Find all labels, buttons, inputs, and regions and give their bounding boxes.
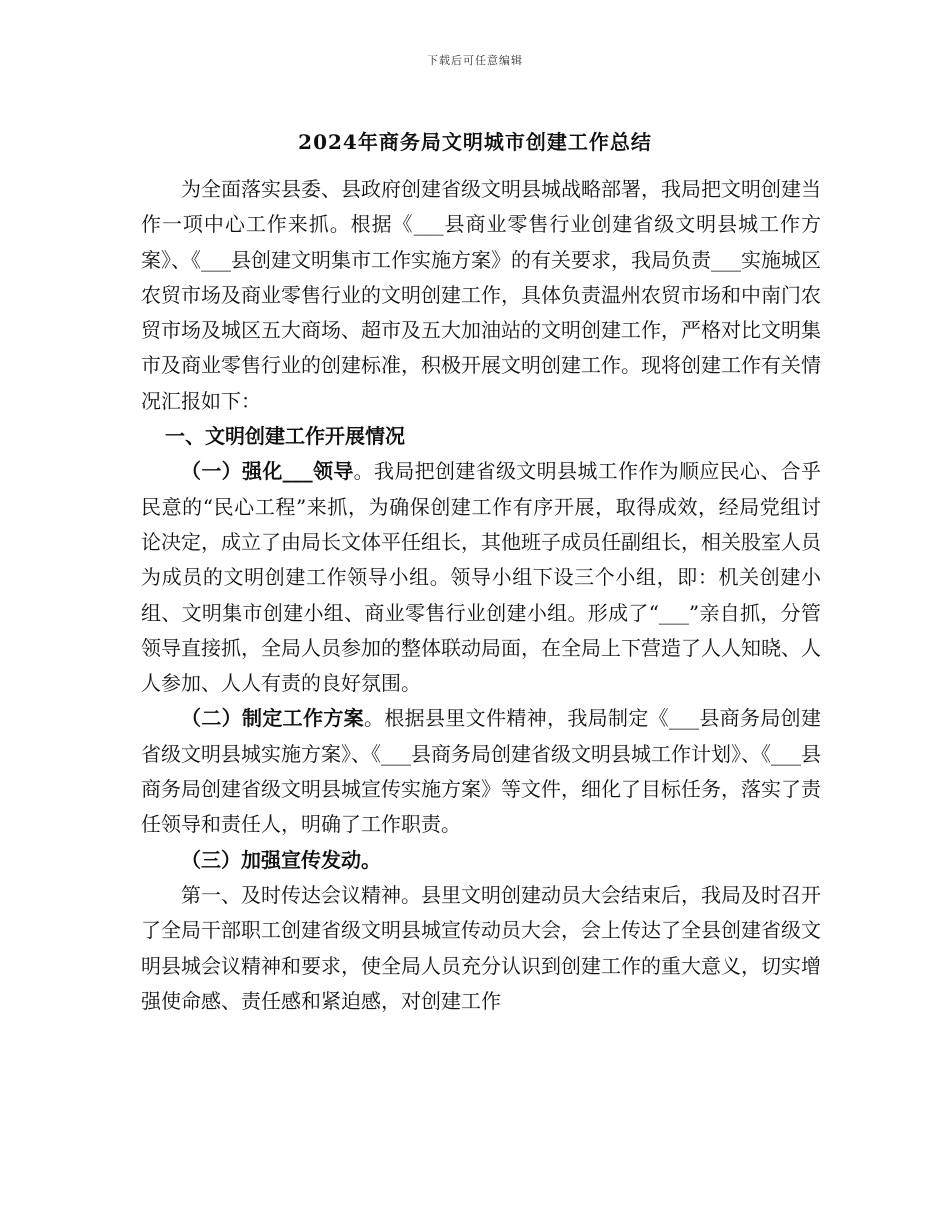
- item-text: 。根据县里文件精神，我局制定《___县商务局创建省级文明县城实施方案》、《___县商务局创建省级文明县城工作计划》、《___县商务局创建省级文明县城宣传实施方案》等文件，细化了目标任务，落实了责任领导和责任人，明确了工作职责。: [141, 706, 821, 837]
- body-paragraph: 第一、及时传达会议精神。县里文明创建动员大会结束后，我局及时召开了全局干部职工创建省级文明县城宣传动员大会，会上传达了全县创建省级文明县城会议精神和要求，使全局人员充分认识到创建工作的重大意义，切实增强使命感、责任感和紧迫感，对创建工作: [141, 882, 821, 1013]
- item-lead: （一）强化___领导: [181, 459, 354, 484]
- item-paragraph: [141, 701, 821, 842]
- item-paragraph: [141, 454, 821, 701]
- document-title: 2024年商务局文明城市创建工作总结: [298, 130, 652, 154]
- section-heading: 一、文明创建工作开展情况: [165, 424, 405, 449]
- subsection-heading: （三）加强宣传发动。: [181, 847, 381, 872]
- item-lead: （二）制定工作方案: [181, 706, 364, 731]
- intro-paragraph: 为全面落实县委、县政府创建省级文明县城战略部署，我局把文明创建当作一项中心工作来抓。根据《___县商业零售行业创建省级文明县城工作方案》、《___县创建文明集市工作实施方案》的有关要求，我局负责___实施城区农贸市场及商业零售行业的文明创建工作，具体负责温州农贸市场和中南门农贸市场及城区五大商场、超市及五大加油站的文明创建工作，严格对比文明集市及商业零售行业的创建标准，积极开展文明创建工作。现将创建工作有关情况汇报如下：: [141, 177, 821, 413]
- item-text: 。我局把创建省级文明县城工作作为顺应民心、合乎民意的“民心工程”来抓，为确保创建工作有序开展，取得成效，经局党组讨论决定，成立了由局长文体平任组长，其他班子成员任副组长，相关股室人员为成员的文明创建工作领导小组。领导小组下设三个小组，即：机关创建小组、文明集市创建小组、商业零售行业创建小组。形成了“___”亲自抓，分管领导直接抓，全局人员参加的整体联动局面，在全局上下营造了人人知晓、人人参加、人人有责的良好氛围。: [141, 459, 822, 696]
- document-body: [141, 172, 821, 1019]
- page-header-note: 下载后可任意编辑: [427, 54, 523, 67]
